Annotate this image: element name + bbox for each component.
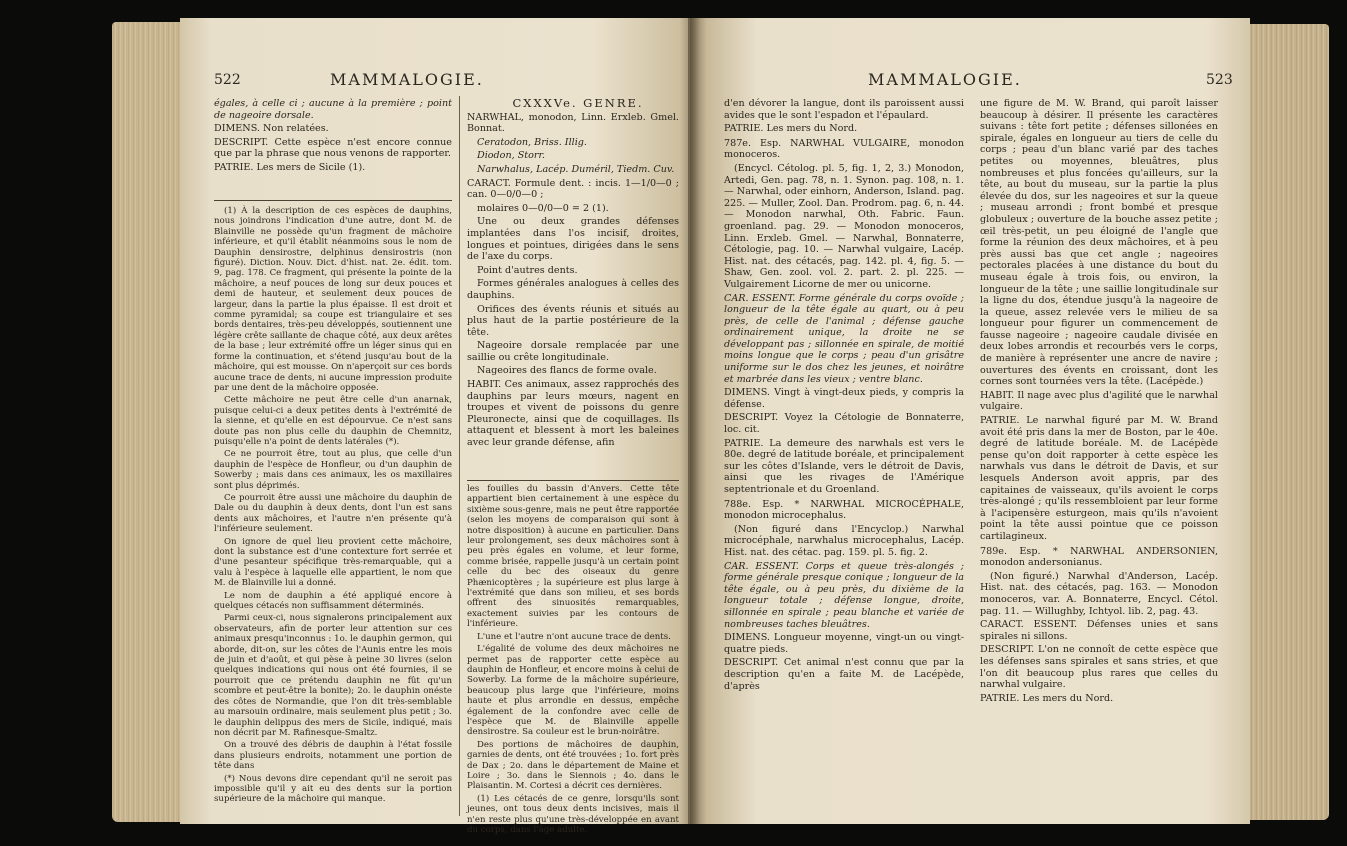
footnote: Le nom de dauphin a été appliqué encore à quelques cétacés non suffisamment déterminés. (214, 590, 452, 612)
paragraph: CAR. ESSENT. Corps et queue très-alongés ; forme générale presque conique ; longueur de la tête égale, ou à peu près, du dixième de la longueur totale ; défense longue, droite, sillonnée en spirale ; peau blanche et variée de nombreuses taches bleuâtres. (724, 560, 964, 630)
left-col2-notes (467, 484, 679, 837)
species-heading: 788e. Esp. * NARWHAL MICROCÉPHALE, monodon microcephalus. (724, 498, 964, 522)
right-col1 (724, 98, 964, 694)
left-running-head: MAMMALOGIE. (330, 70, 484, 89)
paragraph: HABIT. Ces animaux, assez rapprochés des dauphins par leurs mœurs, nagent en troupes et vivent de poissons du genre Pleuronecte, ainsi que de coquillages. Ils attaquent et blessent à mort les baleines avec leur grande défense, afin (467, 379, 679, 449)
footnote: Ce pourroit être aussi une mâchoire du dauphin de Dale ou du dauphin à deux dents, dont l'un est sans dents aux mâchoires, et l'autre n'en présente qu'à l'inférieure seulement. (214, 492, 452, 535)
paragraph: Nageoire dorsale remplacée par une saillie ou crête longitudinale. (467, 340, 679, 363)
paragraph: Orifices des évents réunis et situés au plus haut de la partie postérieure de la tête. (467, 303, 679, 338)
paragraph: DIMENS. Longueur moyenne, vingt-un ou vingt-quatre pieds. (724, 632, 964, 655)
paragraph: NARWHAL, monodon, Linn. Erxleb. Gmel. Bonnat. (467, 111, 679, 135)
paragraph: DIMENS. Non relatées. (214, 123, 329, 135)
paragraph: PATRIE. La demeure des narwhals est vers le 80e. degré de latitude boréale, et principalement sur les côtes d'Islande, vers le détroit de Davis, ainsi que les rivages de l'Amérique septentrionale et du Groenland. (724, 437, 964, 495)
footnote: L'égalité de volume des deux mâchoires ne permet pas de rapporter cette espèce au dauphin de Honfleur, et encore moins à celui de Sowerby. La forme de la mâchoire supérieure, beaucoup plus large que l'inférieure, moins haute et plus arrondie en dessus, empêche également de la confondre avec celle de l'espèce que M. de Blainville appelle densirostre. Sa couleur est le brun-noirâtre. (467, 644, 679, 738)
paragraph: Nageoires des flancs de forme ovale. (477, 365, 657, 377)
paragraph: CAR. ESSENT. Forme générale du corps ovoïde ; longueur de la tête égale au quart, ou à peu près, de celle de l'animal ; défense gauche ordinairement unique, la droite ne se développant pas ; sillonnée en spirale, de moitié moins longue que le corps ; peau d'un grisâtre uniforme sur le dos chez les jeunes, et noirâtre et marbrée dans les vieux ; ventre blanc. (724, 292, 964, 385)
footnote: Parmi ceux-ci, nous signalerons principalement aux observateurs, afin de porter leur attention sur ces animaux presqu'inconnus : 1o. le dauphin germon, qui aborde, dit-on, sur les côtes de l'Aunis entre les mois de juin et d'août, et qui pèse à peine 30 livres (selon quelques indications qui nous ont été fournies, il se pourroit que ce prétendu dauphin ne fût qu'un scombre et peut-être la bonite); 2o. le dauphin onéste des côtes de Normandie, que l'on dit très-semblable au marsouin ordinaire, mais seulement plus petit ; 3o. le dauphin delippus des mers de Sicile, indiqué, mais non décrit par M. Rafinesque-Smaltz. (214, 613, 452, 738)
paragraph: Une ou deux grandes défenses implantées dans l'os incisif, droites, longues et pointues, dirigées dans le sens de l'axe du corps. (467, 216, 679, 263)
paragraph: Diodon, Storr. (477, 150, 546, 162)
paragraph: DESCRIPT. Cet animal n'est connu que par la description qu'en a faite M. de Lacépède, d'après (724, 657, 964, 692)
paragraph: DESCRIPT. Voyez la Cétologie de Bonnaterre, loc. cit. (724, 412, 964, 436)
paragraph: (Non figuré.) Narwhal d'Anderson, Lacép. Hist. nat. des cétacés, pag. 163. — Monodon monoceros, var. A. Bonnaterre, Encycl. Cétol. pag. 11. — Willughby, Ichtyol. lib. 2, pag. 43. (980, 570, 1218, 617)
paragraph: DIMENS. Vingt à vingt-deux pieds, y compris la défense. (724, 387, 964, 410)
footnote: On ignore de quel lieu provient cette mâchoire, dont la substance est d'une contexture fort serrée et d'une pesanteur spécifique très-remarquable, qui a valu à l'espèce à laquelle elle appartient, le nom que M. de Blainville lui a donné. (214, 536, 452, 589)
footnote: Des portions de mâchoires de dauphin, garnies de dents, ont été trouvées ; 1o. fort près de Dax ; 2o. dans le département de Maine et Loire ; 3o. dans le Siennois ; 4o. dans le Plaisantin. M. Cortesi a décrit ces dernières. (467, 739, 679, 792)
footnote-rule (214, 200, 452, 201)
paragraph: (Encycl. Cétolog. pl. 5, fig. 1, 2, 3.) Monodon, Artedi, Gen. pag. 78, n. 1. Synon. pag. 108, n. 1. — Narwhal, oder einhorn, Anderson, Island. pag. 225. — Muller, Zool. Dan. Prodrom. pag. 6, n. 44. — Monodon narwhal, Oth. Fabric. Faun. groenland. pag. 29. — Monodon monoceros, Linn. Erxleb. Gmel. — Narwhal, Bonnaterre, Cétologie, pag. 10. — Narwhal vulgaire, Lacép. Hist. nat. des cétacés, pag. 142. pl. 4, fig. 5. — Shaw, Gen. zool. vol. 2. part. 2. pl. 225. — Vulgairement Licorne de mer ou unicorne. (724, 162, 964, 290)
left-page-number: 522 (214, 72, 241, 88)
right-page (690, 18, 1250, 824)
footnote: Ce ne pourroit être, tout au plus, que celle d'un dauphin de l'espèce de Honfleur, ou d'un dauphin de Sowerby ; mais dans ces animaux, les os maxillaires sont plus déprimés. (214, 449, 452, 491)
paragraph: PATRIE. Les mers du Nord. (724, 123, 858, 135)
footnote: les fouilles du bassin d'Anvers. Cette tête appartient bien certainement à une espèce du sixième sous-genre, mais ne peut être rapportée (selon les moyens de comparaison qui sont à notre disposition) à aucune en particulier. Dans leur prolongement, ses deux mâchoires sont à peu près égales en volume, et leur forme, comme brisée, rappelle jusqu'à un certain point celle du bec des oiseaux du genre Phænicoptères ; la supérieure est plus large à l'extrémité que dans son milieu, et ses bords offrent des sinuosités remarquables, exactement suivies par les contours de l'inférieure. (467, 484, 679, 630)
paragraph: (Non figuré dans l'Encyclop.) Narwhal microcéphale, narwhalus microcephalus, Lacép. Hist. nat. des cétac. pag. 159. pl. 5. fig. 2. (724, 523, 964, 558)
paragraph: DESCRIPT. L'on ne connoît de cette espèce que les défenses sans spirales et sans stries, et que l'on dit beaucoup plus rares que celles du narwhal vulgaire. (980, 644, 1218, 691)
paragraph: PATRIE. Les mers du Nord. (980, 692, 1114, 704)
footnote: (1) Les cétacés de ce genre, lorsqu'ils sont jeunes, ont tous deux dents incisives, mais il n'en reste plus qu'une très-développée en avant du corps, dans l'âge adulte. (467, 793, 679, 835)
paragraph: DESCRIPT. Cette espèce n'est encore connue que par la phrase que nous venons de rapporter. (214, 136, 452, 160)
right-page-edges (1245, 24, 1329, 820)
book-gutter (688, 18, 700, 824)
paragraph: d'en dévorer la langue, dont ils paroissent aussi avides que le sont l'espadon et l'épaulard. (724, 98, 964, 121)
paragraph: Narwhalus, Lacép. Duméril, Tiedm. Cuv. (477, 163, 675, 175)
right-col2 (980, 98, 1218, 706)
footnote: (1) À la description de ces espèces de dauphins, nous joindrons l'indication d'une autre, dont M. de Blainville ne possède qu'un fragment de mâchoire inférieure, et qu'il établit néanmoins sous le nom de Dauphin densirostre, delphinus densirostris (non figuré). Diction. Nouv. Dict. d'hist. nat. 2e. édit. tom. 9, pag. 178. Ce fragment, qui présente la pointe de la mâchoire, a neuf pouces de long sur deux pouces et demi de hauteur, et seulement deux pouces de largeur, dans la partie la plus épaisse. Il est droit et comme pyramidal; sa coupe est triangulaire et ses bords dentaires, très-peu développés, soutiennent une légère crête saillante de chaque côté, aux deux arêtes de la base ; leur extrémité offre un léger sinus qui en forme la continuation, et s'étend jusqu'au bout de la mâchoire, qui est mousse. On n'aperçoit sur ces bords aucune trace de dents, ni aucune impression produite par une dent de la mâchoire opposée. (214, 206, 452, 393)
left-page (180, 18, 695, 835)
paragraph: PATRIE. Le narwhal figuré par M. W. Brand avoit été pris dans la mer de Boston, par le 40e. degré de latitude boréale. M. de Lacépède pense qu'on doit rapporter à cette espèce les narwhals vus dans le détroit de Davis, et sur lesquels Anderson avoit appris, par des capitaines de vaisseaux, qu'ils avoient le corps très-alongé ; qu'ils ressembloient par leur forme à l'acipensère esturgeon, mais qu'ils n'avoient point la tête aussi pointue que ce poisson cartilagineux. (980, 415, 1218, 542)
left-col1-notes (214, 206, 452, 807)
footnote-rule (467, 480, 679, 481)
paragraph: Ceratodon, Briss. Illig. (477, 136, 587, 148)
species-heading: 787e. Esp. NARWHAL VULGAIRE, monodon monoceros. (724, 137, 964, 161)
paragraph: une figure de M. W. Brand, qui paroît laisser beaucoup à désirer. Il présente les caractères suivans : tête fort petite ; défenses sillonées en spirale, égales en longueur au tiers de celle du corps ; peau d'un blanc varié par des taches petites ou moyennes, bleuâtres, plus nombreuses et plus foncées qu'ailleurs, sur la tête, au bout du museau, sur la partie la plus élevée du dos, sur les nageoires et sur la queue ; museau arrondi ; front bombé et presque globuleux ; ouverture de la bouche assez petite ; œil très-petit, un peu éloigné de l'angle que forme la réunion des deux mâchoires, et à peu près aussi bas que cet angle ; nageoires pectorales placées à une distance du bout du museau égale à trois fois, ou environ, la longueur de la tête ; une saillie longitudinale sur la ligne du dos, étendue jusqu'à la nageoire de la queue, assez relevée vers le milieu de sa longueur pour figurer un commencement de fausse nageoire ; nageoire caudale divisée en deux lobes arrondis et recourbés vers le corps, de manière à représenter une ancre de navire ; ouvertures des évents en croissant, dont les cornes sont tournées vers la tête. (Lacépède.) (980, 98, 1218, 388)
column-divider (459, 96, 460, 816)
paragraph: égales, à celle ci ; aucune à la première ; point de nageoire dorsale. (214, 98, 452, 121)
species-heading: 789e. Esp. * NARWHAL ANDERSONIEN, monodon andersonianus. (980, 545, 1218, 569)
footnote: L'une et l'autre n'ont aucune trace de dents. (477, 631, 671, 642)
paragraph: HABIT. Il nage avec plus d'agilité que le narwhal vulgaire. (980, 389, 1218, 413)
footnote: On a trouvé des débris de dauphin à l'état fossile dans plusieurs endroits, notamment une portion de tête dans (214, 740, 452, 772)
right-page-number: 523 (1206, 72, 1233, 88)
paragraph: Formes générales analogues à celles des dauphins. (467, 278, 679, 301)
paragraph: CARACT. ESSENT. Défenses unies et sans spirales ni sillons. (980, 619, 1218, 642)
footnote: Cette mâchoire ne peut être celle d'un anarnak, puisque celui-ci a deux petites dents à l'extrémité de la sienne, et qu'elle en est dépourvue. Ce n'est sans doute pas non plus celle du dauphin de Chemnitz, puisqu'elle n'a point de dents latérales (*). (214, 395, 452, 447)
footnote: (*) Nous devons dire cependant qu'il ne seroit pas impossible qu'il y ait eu des dents sur la portion supérieure de la mâchoire qui manque. (214, 773, 452, 805)
genus-title: CXXXVe. GENRE. (512, 96, 644, 110)
paragraph: PATRIE. Les mers de Sicile (1). (214, 161, 366, 173)
paragraph: Point d'autres dents. (477, 264, 578, 276)
right-running-head: MAMMALOGIE. (868, 70, 1022, 89)
left-col1-top (214, 98, 452, 176)
paragraph: molaires 0—0/0—0 = 2 (1). (477, 202, 609, 214)
left-col2-top (467, 98, 679, 451)
paragraph: CARACT. Formule dent. : incis. 1—1/0—0 ; can. 0—0/0—0 ; (467, 177, 679, 201)
